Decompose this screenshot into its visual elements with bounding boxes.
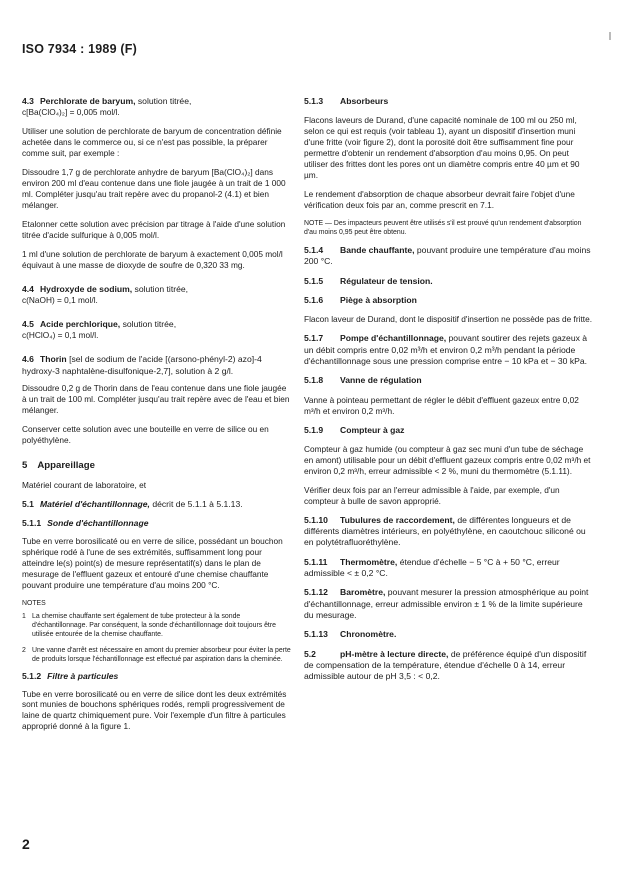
- paragraph: Conserver cette solution avec une bouteille en verre de silice ou en polyéthylène.: [22, 423, 269, 445]
- section-number: 5.1.11: [304, 556, 328, 567]
- section-5-1-3: [304, 96, 594, 237]
- section-number: 5.1.12: [304, 587, 328, 598]
- section-number: 5.1.3: [304, 96, 324, 106]
- section-5-1-10: [304, 515, 594, 549]
- chapter-title: Appareillage: [37, 459, 95, 471]
- section-number: 5.1.7: [304, 333, 324, 344]
- section-5-1-7: [304, 333, 594, 367]
- section-5-1-12: [304, 587, 594, 621]
- section-5-1-5: [304, 276, 594, 287]
- section-title: Chronomètre.: [340, 629, 397, 640]
- section-title: Sonde d'échantillonnage: [47, 518, 149, 529]
- paragraph: Flacons laveurs de Durand, d'une capacité nominale de 100 ml ou 250 ml, selon ce qui est requis (voir tableau 1), ayant un dispositif d'insertion muni d'une fritte (voir figure 2), dont la porosité doit être suffisamment fine pour permettre d'obtenir un rendement d'absorption d'au moins 0,95. On peut utiliser des frittes dont les pores ont un diamètre compris entre 40 µm et 90 µm.: [304, 115, 580, 181]
- section-5-1-1: [22, 518, 292, 664]
- section-title: Absorbeurs: [340, 96, 389, 106]
- left-column: [22, 96, 292, 740]
- note-text: La chemise chauffante sert également de tube protecteur à la sonde d'échantillonnage. Par conséquent, la sonde d'échantillonnage doit toujours être utilisée entourée de la chemise chauffante.: [32, 612, 276, 638]
- section-number: 5.1.5: [304, 275, 324, 286]
- section-5-1-13: [304, 629, 594, 640]
- section-title: Perchlorate de baryum,: [39, 96, 136, 106]
- page-number: 2: [22, 836, 30, 852]
- section-5-1-4: [304, 245, 594, 268]
- right-column: [304, 96, 594, 691]
- section-5-2: [304, 649, 594, 683]
- section-title: Thermomètre,: [340, 556, 398, 567]
- section-title: Régulateur de tension.: [340, 275, 433, 286]
- section-title: Compteur à gaz: [340, 424, 405, 435]
- section-number: 4.4: [22, 283, 34, 294]
- paragraph: Compteur à gaz humide (ou compteur à gaz sec muni d'un tube de séchage en amont) utilisable pour un débit d'effluent gazeux compris entre 0,02 m³/h et environ 0,2 m³/h, erreur admissible < 2 %, muni du thermomètre (5.1.11).: [304, 443, 591, 476]
- section-number: 5.1.13: [304, 629, 328, 640]
- section-title: Matériel d'échantillonnage,: [39, 499, 150, 510]
- section-title: pH-mètre à lecture directe,: [340, 648, 449, 659]
- section-4-5: [22, 319, 292, 341]
- paragraph: Vérifier deux fois par an l'erreur admissible à l'aide, par exemple, d'un compteur à bulle de savon approprié.: [304, 484, 560, 506]
- note-number: 2: [22, 646, 26, 654]
- section-title: Acide perchlorique,: [39, 318, 121, 329]
- chapter-number: 5: [22, 459, 28, 471]
- section-number: 5.1.2: [22, 671, 42, 682]
- section-title-rest: pouvant soutirer des rejets gazeux à un débit compris entre 0,02 m³/h et environ 0,2 m³/h pendant la période d'échantillonnage sous une pression comprise entre − 10 kPa et − 30 kPa.: [304, 333, 588, 367]
- section-number: 5.1.4: [304, 245, 324, 256]
- paragraph: Vanne à pointeau permettant de régler le débit d'effluent gazeux entre 0,02 m³/h et environ 0,2 m³/h.: [304, 394, 579, 416]
- notes-label: NOTES: [22, 599, 46, 607]
- formula: c(HClO₄) = 0,1 mol/l.: [22, 330, 99, 341]
- note-item: [22, 646, 292, 664]
- section-title-rest: solution titrée,: [137, 96, 192, 106]
- section-title: Filtre à particules: [47, 671, 119, 682]
- section-number: 4.3: [22, 96, 34, 106]
- section-title: Vanne de régulation: [340, 375, 422, 386]
- section-number: 5.1.1: [22, 518, 42, 529]
- note-text: Une vanne d'arrêt est nécessaire en amont du premier absorbeur pour éviter la perte de produits lorsque l'échantillonnage est effectué par aspiration dans la cheminée.: [32, 646, 291, 664]
- section-title-rest: pouvant produire une température d'au moins 200 °C.: [304, 245, 591, 267]
- note-item: [22, 612, 292, 639]
- paragraph: Dissoudre 1,7 g de perchlorate anhydre de baryum [Ba(ClO₄)₂] dans environ 200 ml d'eau contenue dans une fiole jaugée à un trait de 1 000 ml. Compléter jusqu'au trait repère avec du propanol-2 (4.1) et bien mélanger.: [22, 167, 286, 210]
- section-title: Pompe d'échantillonnage,: [340, 333, 447, 344]
- paragraph: Etalonner cette solution avec précision par titrage à l'aide d'une solution titrée d'acide sulfurique à 0,005 mol/l.: [22, 218, 286, 240]
- section-number: 4.5: [22, 318, 34, 329]
- section-4-4: [22, 284, 292, 306]
- paragraph: Tube en verre borosilicaté ou en verre de silice dont les deux extrémités sont munies de bouchons sphériques rodés, rempli progressivement de laine de quartz chimiquement pure. Voir l'exemple d'un filtre à particules approprié donné à la figure 1.: [22, 688, 287, 732]
- section-title-rest: solution titrée,: [134, 283, 189, 294]
- note: NOTE — Des impacteurs peuvent être utilisés s'il est prouvé qu'un rendement d'absorption d'au moins 0,95 peut être obtenu.: [304, 219, 582, 236]
- paragraph: Tube en verre borosilicaté ou en verre de silice, possédant un bouchon sphérique rodé à l'une de ses extrémités, suffisamment long pour atteindre le(s) point(s) de mesure représentatif(s) dans le plan de mesurage de l'effluent gazeux et entouré d'une chemise chauffante pouvant produire une température d'au moins 200 °C.: [22, 535, 283, 590]
- section-5-1-6: [304, 295, 594, 325]
- paragraph: Matériel courant de laboratoire, et: [22, 480, 147, 491]
- formula: c[Ba(ClO₄)₂] = 0,005 mol/l.: [22, 107, 120, 118]
- section-number: 5.1.6: [304, 295, 324, 306]
- margin-mark: [609, 32, 611, 40]
- section-number: 4.6: [22, 354, 34, 365]
- section-number: 5.1: [22, 499, 34, 510]
- section-title: Tubulures de raccordement,: [340, 514, 455, 525]
- paragraph: Utiliser une solution de perchlorate de baryum de concentration définie achetée dans le commerce ou, si ce n'est pas possible, la préparer comme suit, par exemple :: [22, 126, 282, 159]
- paragraph: 1 ml d'une solution de perchlorate de baryum à exactement 0,005 mol/l équivaut à une masse de dioxyde de soufre de 0,320 33 mg.: [22, 248, 283, 270]
- note-number: 1: [22, 612, 26, 620]
- section-5: [22, 460, 292, 492]
- section-title: Bande chauffante,: [340, 245, 415, 256]
- paragraph: Le rendement d'absorption de chaque absorbeur devrait faire l'objet d'une vérification deux fois par an, comme prescrit en 7.1.: [304, 188, 575, 210]
- section-title: Hydroxyde de sodium,: [39, 283, 133, 294]
- section-title: Thorin: [39, 354, 67, 365]
- section-5-1-11: [304, 557, 594, 580]
- section-5-1-8: [304, 375, 594, 416]
- section-number: 5.2: [304, 648, 316, 659]
- section-number: 5.1.9: [304, 424, 324, 435]
- page-header: ISO 7934 : 1989 (F): [22, 42, 137, 56]
- section-4-3: [22, 96, 292, 271]
- section-5-1: [22, 499, 292, 510]
- section-number: 5.1.10: [304, 514, 328, 525]
- section-5-1-9: [304, 425, 594, 507]
- paragraph: Flacon laveur de Durand, dont le dispositif d'insertion ne possède pas de fritte.: [304, 314, 592, 325]
- section-number: 5.1.8: [304, 375, 324, 386]
- section-title-rest: pouvant mesurer la pression atmosphérique au point d'échantillonnage, erreur admissible environ ± 1 % de la limite supérieure du mesurage.: [304, 587, 589, 621]
- section-title-rest: de différentes longueurs et de différents diamètres intérieurs, en polyéthylène, en caoutchouc siliconé ou en polytétrafluoréthylène.: [304, 514, 586, 548]
- section-title-rest: de préférence équipé d'un dispositif de compensation de la température, étendue d'échelle 0 à 14, erreur admissible autour de pH 3,5 : < 0,2.: [304, 648, 587, 682]
- formula: c(NaOH) = 0,1 mol/l.: [22, 294, 98, 305]
- section-title: Baromètre,: [340, 587, 386, 598]
- section-title-rest: étendue d'échelle − 5 °C à + 50 °C, erreur admissible < ± 0,2 °C.: [304, 556, 560, 579]
- section-title-rest: [sel de sodium de l'acide [(arsono-phényl-2) azo]-4 hydroxy-3 naphtalène-disulfonique-2,7], solution à 2 g/l.: [22, 354, 262, 376]
- paragraph: Dissoudre 0,2 g de Thorin dans de l'eau contenue dans une fiole jaugée à un trait de 100 ml. Compléter jusqu'au trait repère avec de l'eau et bien mélanger.: [22, 382, 290, 415]
- section-title: Piège à absorption: [340, 295, 417, 306]
- section-title-rest: décrit de 5.1.1 à 5.1.13.: [152, 499, 243, 510]
- section-title-rest: solution titrée,: [122, 318, 177, 329]
- section-5-1-2: [22, 671, 292, 732]
- section-4-6: [22, 354, 292, 445]
